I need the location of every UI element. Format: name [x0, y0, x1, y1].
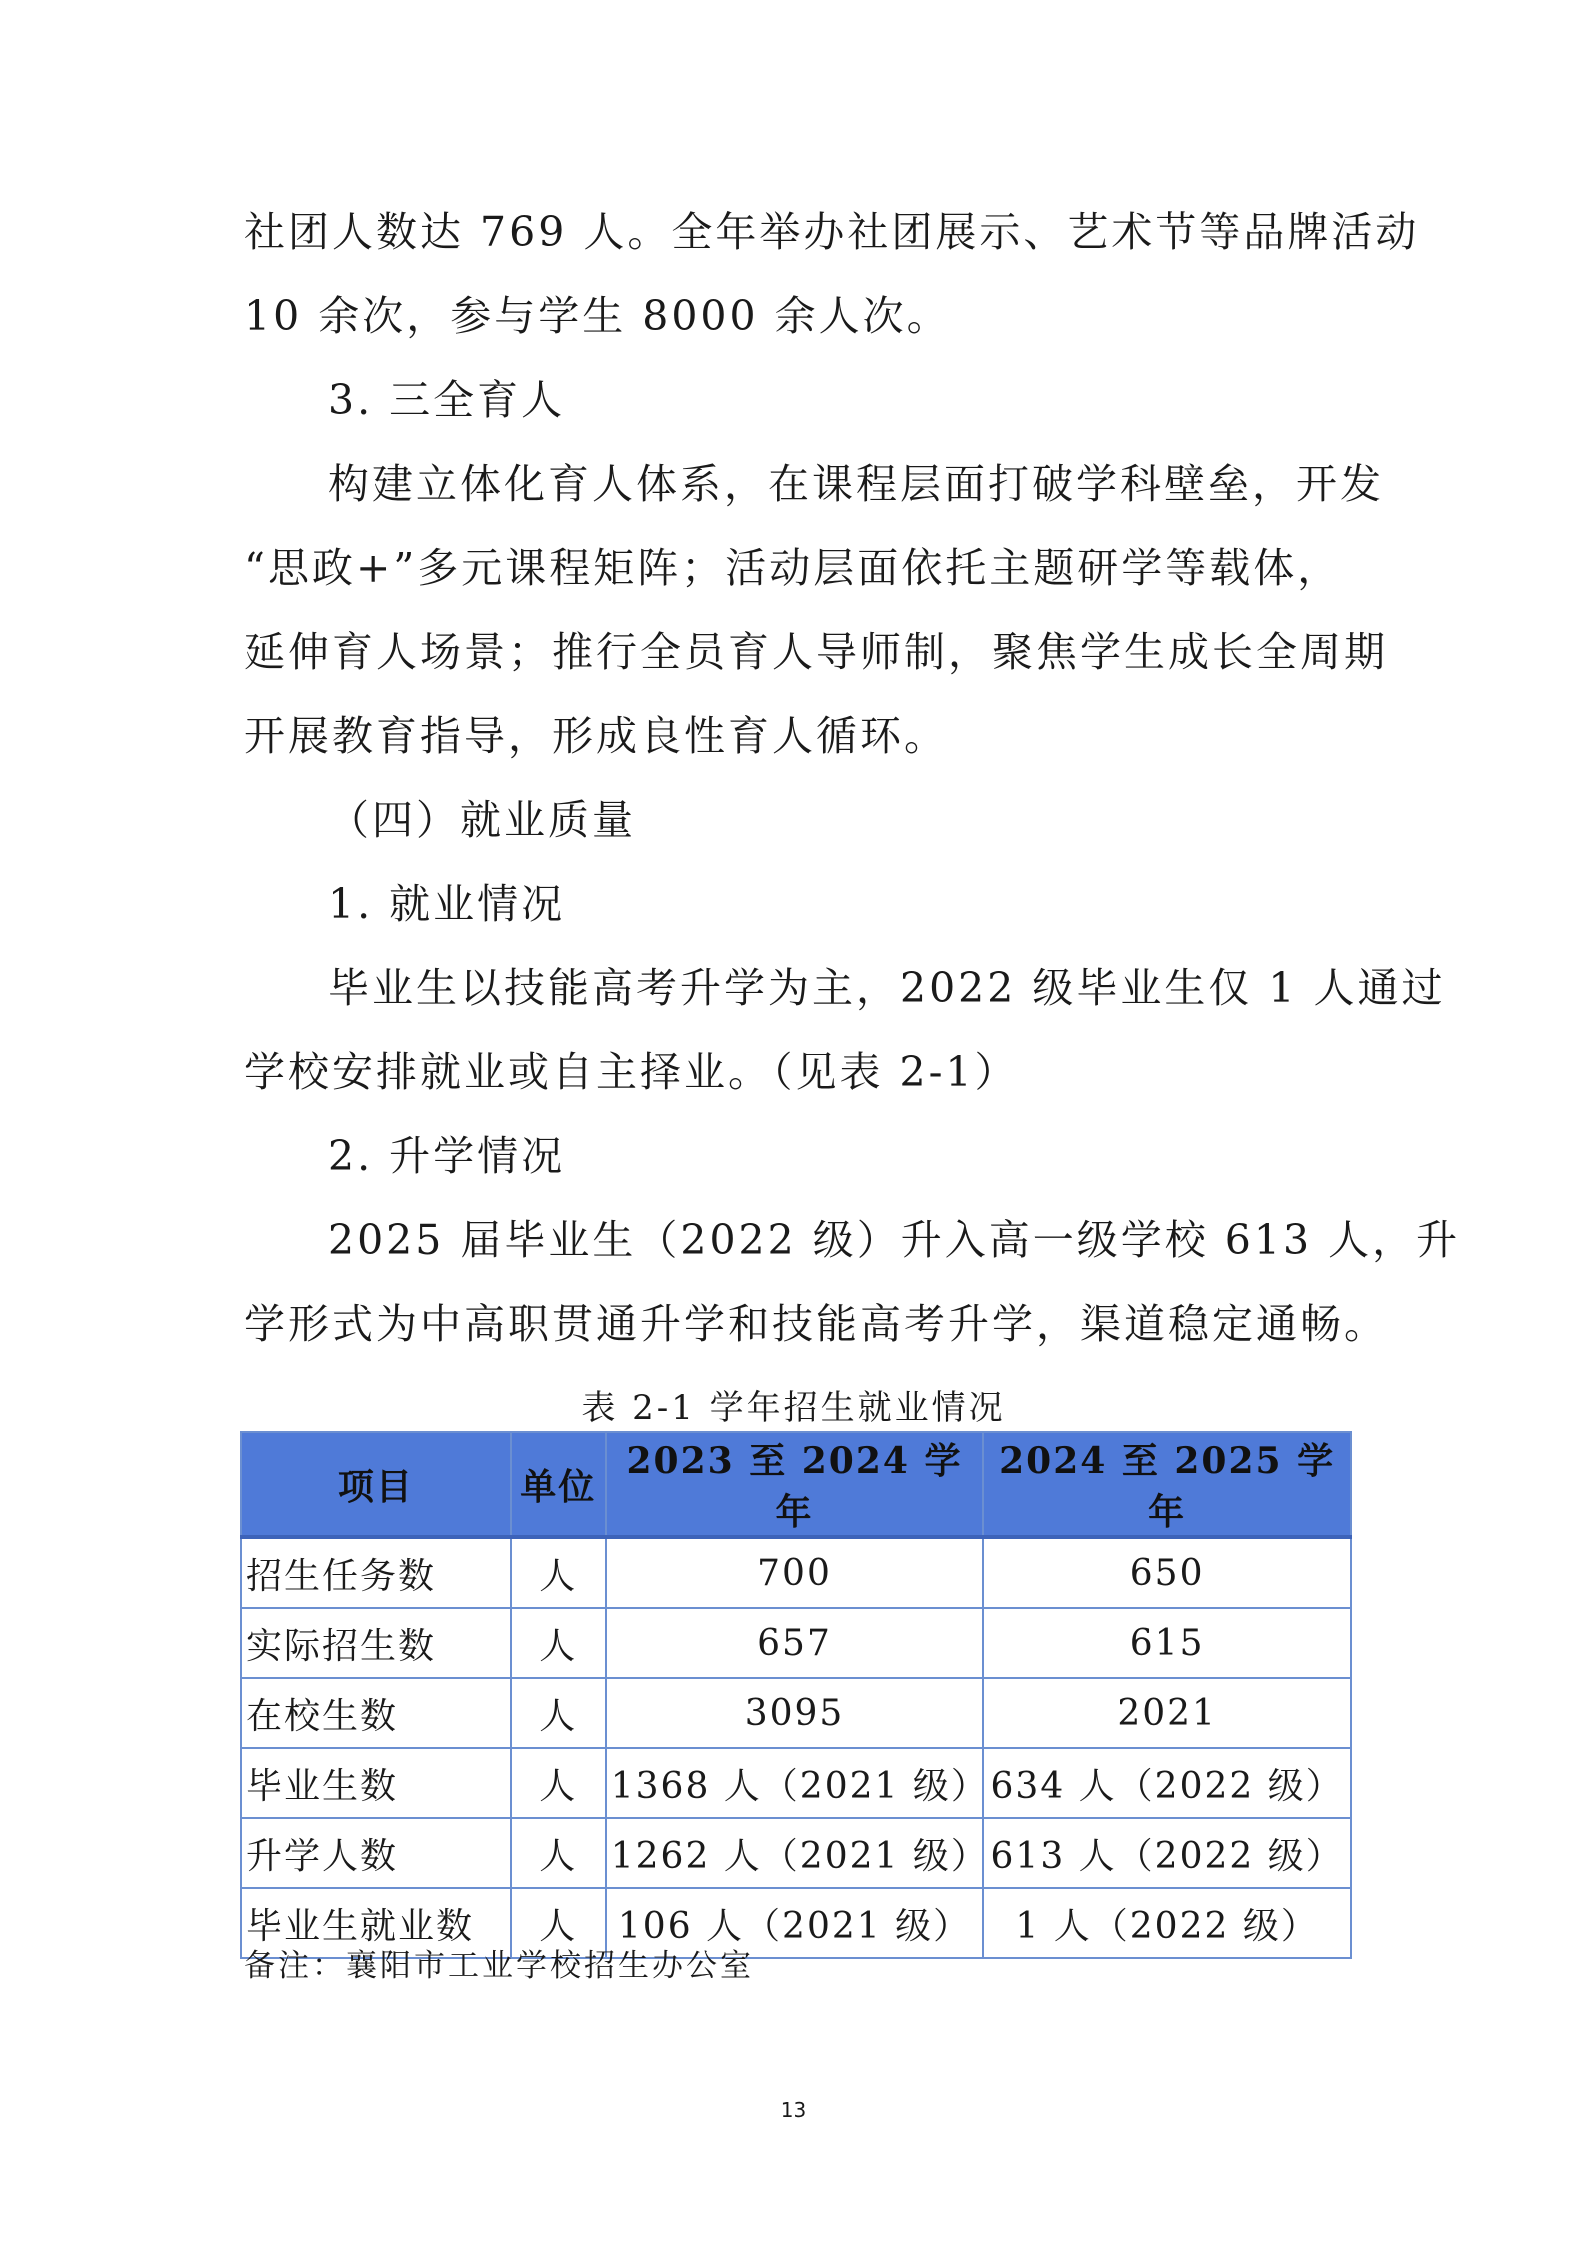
table-cell: 毕业生就业数 — [241, 1888, 511, 1958]
paragraph-line: 学校安排就业或自主择业。（见表 2-1） — [244, 1048, 1019, 1096]
header-cell-year-2024-2025: 2024 至 2025 学年 — [983, 1432, 1351, 1537]
table-caption: 表 2-1 学年招生就业情况 — [581, 1388, 1006, 1428]
table-cell: 在校生数 — [241, 1678, 511, 1748]
table-note: 备注：襄阳市工业学校招生办公室 — [244, 1948, 754, 1984]
table-cell: 106 人（2021 级） — [606, 1888, 984, 1958]
paragraph-line: 毕业生以技能高考升学为主，2022 级毕业生仅 1 人通过 — [328, 964, 1446, 1012]
table-cell: 人 — [511, 1537, 606, 1608]
table-cell: 招生任务数 — [241, 1537, 511, 1608]
paragraph-line: 2025 届毕业生（2022 级）升入高一级学校 613 人，升 — [328, 1216, 1461, 1264]
table-cell: 人 — [511, 1818, 606, 1888]
table-cell: 毕业生数 — [241, 1748, 511, 1818]
table-cell: 人 — [511, 1678, 606, 1748]
paragraph-line: 构建立体化育人体系，在课程层面打破学科壁垒，开发 — [328, 460, 1384, 508]
paragraph-line: 学形式为中高职贯通升学和技能高考升学，渠道稳定通畅。 — [244, 1300, 1388, 1348]
enrollment-employment-table — [240, 1431, 1352, 1959]
table-row — [241, 1818, 1351, 1888]
table-cell: 2021 — [983, 1678, 1351, 1748]
table-cell: 657 — [606, 1608, 984, 1678]
paragraph-line: “思政+”多元课程矩阵；活动层面依托主题研学等载体， — [244, 544, 1342, 592]
page-number: 13 — [780, 2098, 807, 2122]
table-cell: 人 — [511, 1608, 606, 1678]
paragraph-line: 社团人数达 769 人。全年举办社团展示、艺术节等品牌活动 — [244, 208, 1420, 256]
paragraph-line: 10 余次，参与学生 8000 余人次。 — [244, 292, 951, 340]
table-cell: 1368 人（2021 级） — [606, 1748, 984, 1818]
paragraph-line: 延伸育人场景；推行全员育人导师制，聚焦学生成长全周期 — [244, 628, 1388, 676]
paragraph-line: 开展教育指导，形成良性育人循环。 — [244, 712, 948, 760]
section-heading: 3. 三全育人 — [328, 376, 566, 424]
table-cell: 1 人（2022 级） — [983, 1888, 1351, 1958]
table-cell: 实际招生数 — [241, 1608, 511, 1678]
table-header-row — [241, 1432, 1351, 1537]
table-cell: 1262 人（2021 级） — [606, 1818, 984, 1888]
header-cell-unit: 单位 — [511, 1432, 606, 1537]
section-heading: 1. 就业情况 — [328, 880, 566, 928]
table-cell: 升学人数 — [241, 1818, 511, 1888]
table-row — [241, 1678, 1351, 1748]
table-cell: 人 — [511, 1888, 606, 1958]
table-cell: 700 — [606, 1537, 984, 1608]
body-text — [244, 190, 1461, 1366]
table-cell: 3095 — [606, 1678, 984, 1748]
table-cell: 615 — [983, 1608, 1351, 1678]
header-cell-year-2023-2024: 2023 至 2024 学年 — [606, 1432, 984, 1537]
table-cell: 人 — [511, 1748, 606, 1818]
table-row — [241, 1608, 1351, 1678]
table-cell: 613 人（2022 级） — [983, 1818, 1351, 1888]
table-row — [241, 1748, 1351, 1818]
header-cell-item: 项目 — [241, 1432, 511, 1537]
table-cell: 650 — [983, 1537, 1351, 1608]
section-heading: 2. 升学情况 — [328, 1132, 566, 1180]
section-heading: （四）就业质量 — [328, 796, 636, 844]
table-cell: 634 人（2022 级） — [983, 1748, 1351, 1818]
table-row — [241, 1537, 1351, 1608]
